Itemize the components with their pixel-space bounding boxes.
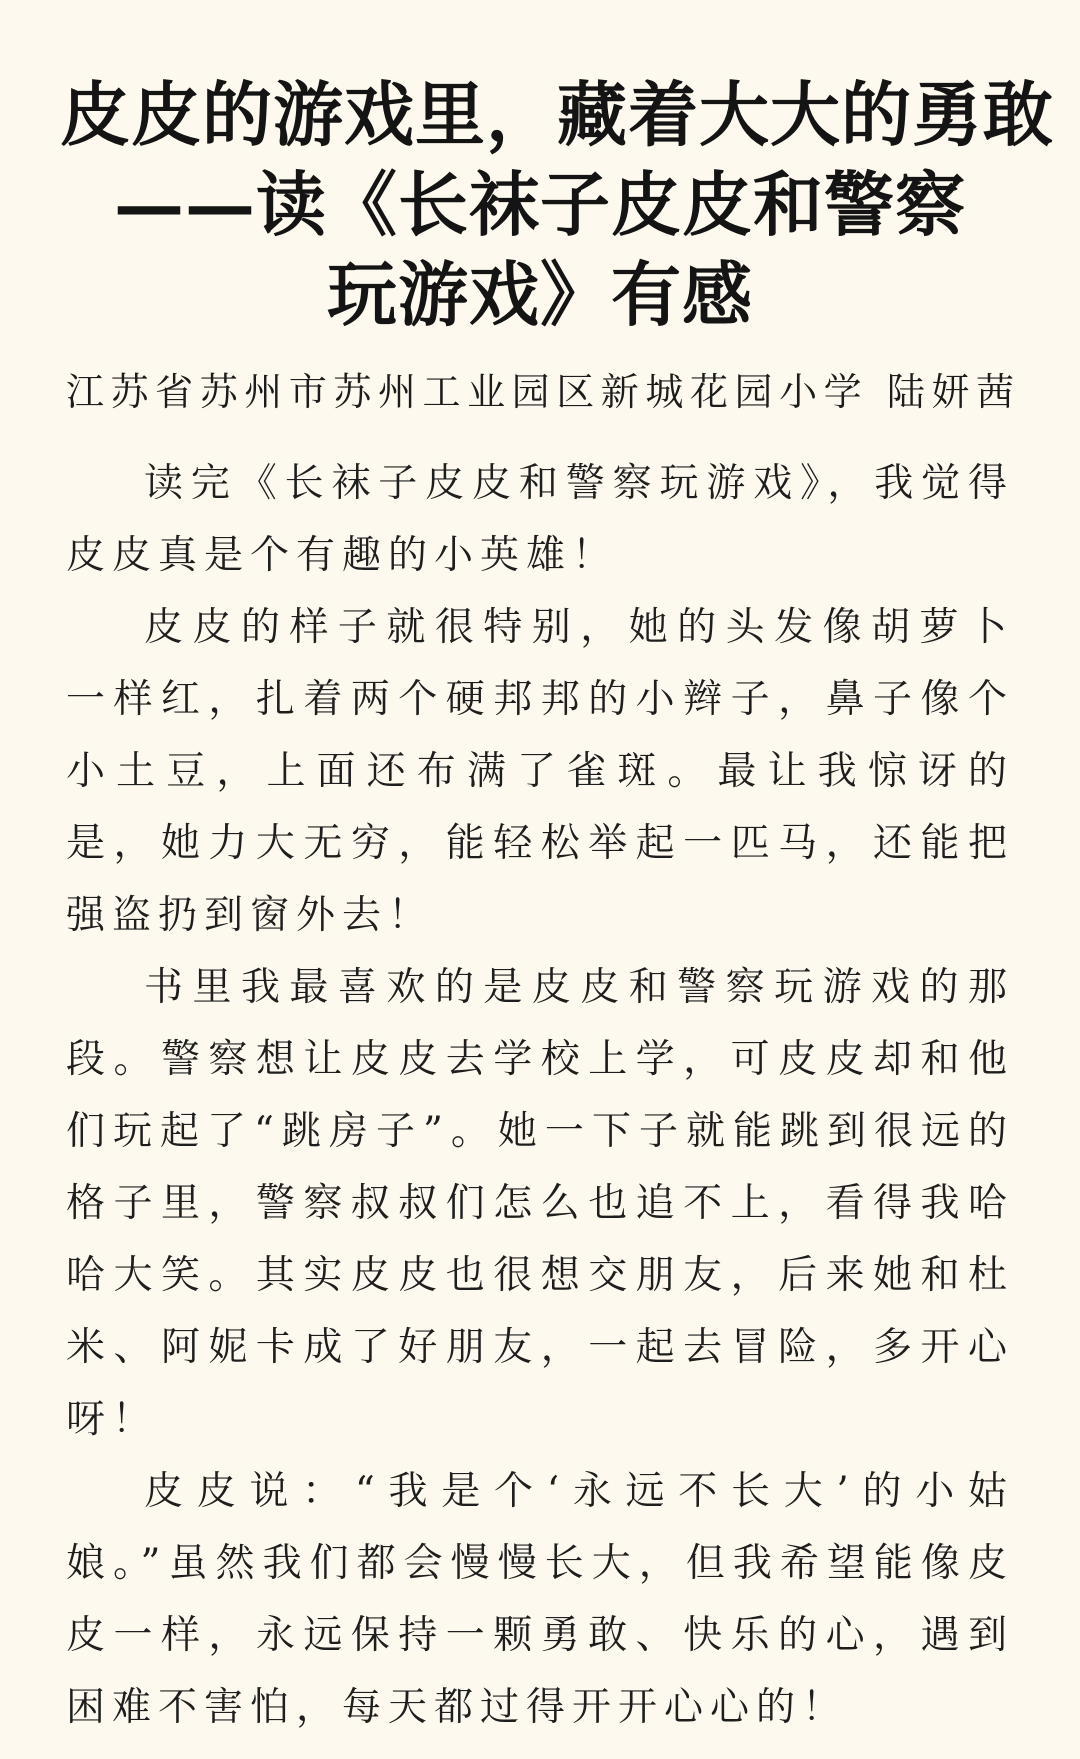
author-byline: 江苏省苏州市苏州工业园区新城花园小学 陆妍茜 bbox=[66, 370, 1014, 414]
title-line-3: 玩游戏》有感 bbox=[327, 253, 753, 336]
title-line-1: 皮皮的游戏里，藏着大大的勇敢 bbox=[60, 73, 1054, 156]
paragraph: 书里我最喜欢的是皮皮和警察玩游戏的那段。警察想让皮皮去学校上学，可皮皮却和他们玩起了“跳房子”。她一下子就能跳到很远的格子里，警察叔叔们怎么也追不上，看得我哈哈大笑。其实皮皮也很想交朋友，后来她和杜米、阿妮卡成了好朋友，一起去冒险，多开心呀！ bbox=[66, 965, 1014, 1442]
paragraph: 皮皮说：“我是个‘永远不长大’的小姑娘。”虽然我们都会慢慢长大，但我希望能像皮皮一样，永远保持一颗勇敢、快乐的心，遇到困难不害怕，每天都过得开开心心的！ bbox=[66, 1469, 1014, 1730]
title-line-2: ——读《长袜子皮皮和警察 bbox=[114, 163, 966, 246]
paragraph: 皮皮的样子就很特别，她的头发像胡萝卜一样红，扎着两个硬邦邦的小辫子，鼻子像个小土豆，上面还布满了雀斑。最让我惊讶的是，她力大无穷，能轻松举起一匹马，还能把强盗扔到窗外去！ bbox=[66, 605, 1014, 938]
paragraph: 读完《长袜子皮皮和警察玩游戏》，我觉得皮皮真是个有趣的小英雄！ bbox=[66, 461, 1014, 578]
article-title bbox=[60, 70, 1054, 340]
article-body bbox=[66, 448, 1014, 1744]
